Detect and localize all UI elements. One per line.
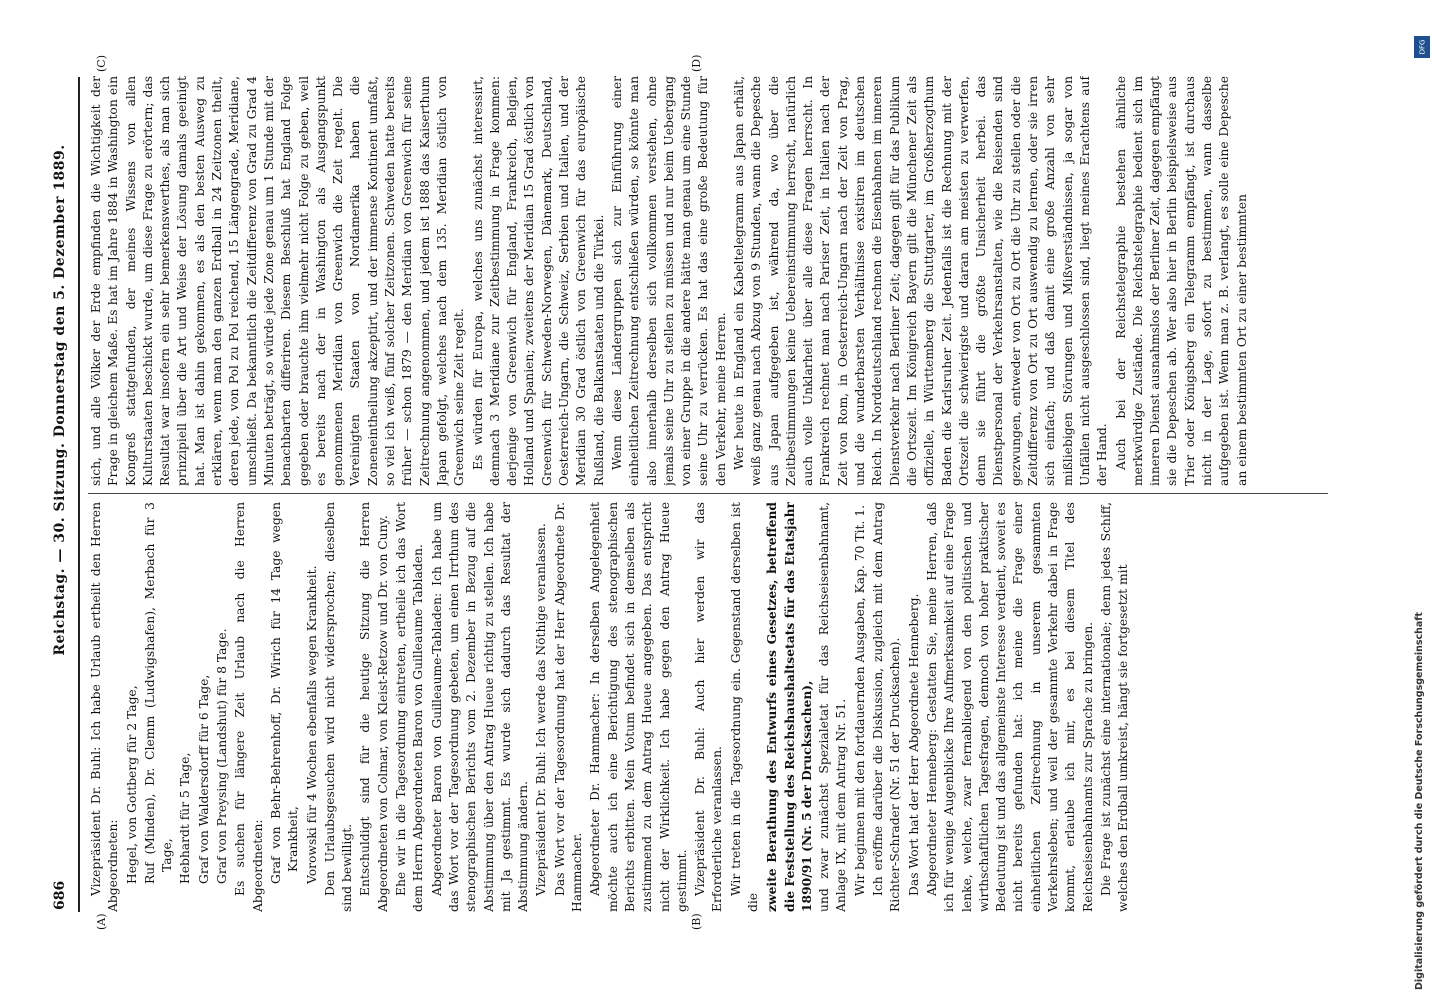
paragraph: Vizepräsident Dr. Buhl: Ich werde das Nöthige veranlassen.: [534, 523, 549, 896]
left-text-column: [88, 502, 1333, 912]
paragraph: Abgeordneter Baron von Guilleaume-Tabladen: Ich habe um das Wort vor der Tagesordnung gebeten, um einen Irrthum des stenographischen Berichts vom 2. Dezember in Bezug auf die Abstimmung über den Antrag Hueue richtig zu stellen. Ich habe mit Ja gestimmt. Es wurde sich dadurch das Resultat der Abstimmung ändern.: [429, 502, 531, 912]
paragraph: Es würden für Europa, welches uns zunächst interessirt, demnach 3 Meridiane zur Zeitbestimmung in Frage kommen: derjenige von Greenwich für England, Frankreich, Belgien, Holland und Spanien; zweitens der Meridian 15 Grad östlich von Greenwich für Schweden-Norwegen, Dänemark, Deutschland, Oesterreich-Ungarn, die Schweiz, Serbien und Italien, und der Meridian 30 Grad östlich von Greenwich für das europäische Rußland, die Balkanstaaten und die Türkei.: [470, 76, 606, 486]
header-rule: [78, 77, 80, 912]
paragraph: Hegel, von Gottberg für 2 Tage,: [124, 685, 139, 884]
paragraph: Graf von Waldersdorff für 6 Tage,: [196, 674, 211, 884]
right-text-column: [88, 76, 1333, 486]
paragraph: Ich eröffne darüber die Diskussion, zugleich mit dem Antrag Richter-Schrader (Nr. 51 der Drucksachen).: [871, 502, 903, 912]
paragraph: Die Frage ist zunächst eine internationale; denn jedes Schiff, welches den Erdball umkreist, hängt sie fortgesetzt mit: [1098, 502, 1131, 912]
paragraph: Den Urlaubsgesuchen wird nicht widersprochen; dieselben sind bewilligt.: [322, 502, 355, 912]
dfg-logo-text: DFG: [1418, 39, 1426, 55]
paragraph: Vizepräsident Dr. Buhl: Auch hier werden wir das Erforderliche veranlassen.: [693, 502, 725, 912]
margin-mark-b: (B): [690, 913, 703, 930]
paragraph: Ehe wir in die Tagesordnung eintreten, ertheile ich das Wort dem Herrn Abgeordneten Baron von Guilleaume Tabladen.: [394, 502, 426, 912]
paragraph: und zwar zunächst Spezialetat für das Reichseisenbahnamt, Anlage IX, mit dem Antrag Nr. 51.: [817, 502, 849, 912]
paragraph: Wir beginnen mit den fortdauernden Ausgaben, Kap. 70 Tit. 1.: [852, 504, 867, 896]
margin-mark-d: (D): [690, 54, 703, 72]
paragraph: sich, und alle Völker der Erde empfinden die Wichtigkeit der Frage in gleichem Maße. Es hat im Jahre 1884 in Washington ein Kongreß stattgefunden, der meines Wissens von allen Kulturstaaten beschickt wurde, um diese Frage zu erörtern; das Resultat war insofern ein sehr bemerkenswerthes, als man sich prinzipiell über die Art und Weise der Lösung damals geeinigt hat. Man ist dahin gekommen, es als den besten Ausweg zu erklären, wenn man den ganzen Erdball in 24 Zeitzonen theilt, deren jede, von Pol zu Pol reichend, 15 Längengrade, Meridiane, umschließt. Da bekanntlich die Zeitdifferenz von Grad zu Grad 4 Minuten beträgt, so würde jede Zone genau um 1 Stunde mit der benachbarten differiren. Diesem Beschluß hat England Folge gegeben oder brauchte ihm vielmehr nicht Folge zu geben, weil es bereits nach der in Washington als Ausgangspunkt genommenen Meridian von Greenwich die Zeit regelt. Die Vereinigten Staaten von Nordamerika haben die Zoneneintheilung akzeptirt, und der immense Kontinent umfaßt, so viel ich weiß, fünf solcher Zeitzonen. Schweden hatte bereits früher — schon 1879 — den Meridian von Greenwich für seine Zeitrechnung angenommen, und jedem ist 1888 das Kaiserthum Japan gefolgt, welches nach dem 135. Meridian östlich von Greenwich seine Zeit regelt.: [89, 76, 467, 486]
paragraph: Graf von Behr-Behrenhoff, Dr. Wirich für 14 Tage wegen Krankheit,: [268, 502, 301, 884]
paragraph: Es suchen für längere Zeit Urlaub nach die Herren Abgeordneten:: [233, 502, 265, 912]
agenda-item-heading: zweite Berathung des Entwurfs eines Gesetzes, betreffend die Feststellung des Reichshaushaltsetats für das Etatsjahr 1890/91 (Nr. 5 der Drucksachen),: [764, 502, 814, 912]
paragraph: Das Wort hat der Herr Abgeordnete Henneberg.: [906, 593, 921, 896]
digitization-credit: Digitalisierung gefördert durch die Deutsche Forschungsgemeinschaft: [1414, 612, 1425, 990]
paragraph: Wer heute in England ein Kabeltelegramm aus Japan erhält, weiß ganz genau nach Abzug von 9 Stunden, wann die Depesche aus Japan aufgegeben ist, während da, wo über die Zeitbestimmungen keine Uebereinstimmung herrscht, natürlich auch volle Unklarheit über alle diese Fragen herrscht. In Frankreich rechnet man nach Pariser Zeit, in Italien nach der Zeit von Rom, in Oesterreich-Ungarn nach der Zeit von Prag, und die wunderbarsten Verhältnisse existiren im deutschen Reich. In Norddeutschland rechnen die Eisenbahnen im inneren Dienstverkehr nach Berliner Zeit; dagegen gilt für das Publikum die Ortszeit. Im Königreich Bayern gilt die Münchener Zeit als offizielle, in Württemberg die Stuttgarter, im Großherzogthum Baden die Karlsruher Zeit. Jedenfalls ist die Rechnung mit der Ortszeit die schwierigste und daran am meisten zu verwerfen, denn sie führt die größte Unsicherheit herbei. das Dienstpersonal der Verkehrsanstalten, wie die Reisenden sind gezwungen, entweder von Ort zu Ort die Uhr zu stellen oder die Zeitdifferenz von Ort zu Ort auswendig zu lernen, oder sie irren sich einfach; und daß damit eine große Anzahl von sehr mißliebigen Störungen und Mißverständnissen, ja sogar von Unfällen nicht ausgeschlossen sind, liegt meines Erachtens auf der Hand.: [731, 76, 1110, 486]
paragraph: Abgeordneter Dr. Hammacher: In derselben Angelegenheit möchte auch ich eine Berichtigung des stenographischen Berichts erbitten. Mein Votum befindet sich in demselben als zustimmend zu dem Antrag Hueue angegeben. Das entspricht nicht der Wirklichkeit. Ich habe gegen den Antrag Hueue gestimmt.: [588, 502, 689, 912]
paragraph: Hebhardt für 5 Tage,: [178, 752, 193, 884]
paragraph: Auch bei der Reichstelegraphie bestehen ähnliche merkwürdige Zustände. Die Reichstelegraphie bedient sich im inneren Dienst ausnahmslos der Berliner Zeit, dagegen empfängt sie die Depeschen ab. Wer also hier in Berlin beispielsweise aus Trier oder Königsberg ein Telegramm empfängt, ist durchaus nicht in der Lage, sofort zu bestimmen, wann dasselbe aufgegeben ist. Wenn man z. B. verlangt, es solle eine Depesche an einem bestimmten Ort zu einer bestimmten: [1113, 76, 1249, 486]
page-number: 686: [52, 880, 68, 910]
paragraph: Entschuldigt sind für die heutige Sitzung die Herren Abgeordneten von Colmar, von Kleist-Retzow und Dr. von Cuny.: [358, 502, 390, 912]
paragraph: Das Wort vor der Tagesordnung hat der Herr Abgeordnete Dr. Hammacher.: [552, 502, 585, 912]
paragraph: Wir treten in die Tagesordnung ein. Gegenstand derselben ist die: [728, 502, 760, 912]
paragraph: Ruf (Minden), Dr. Clemm (Ludwigshafen), Merbach für 3 Tage,: [142, 502, 175, 884]
margin-mark-c: (C): [95, 55, 108, 72]
paragraph: Wenn diese Ländergruppen sich zur Einführung einer einheitlichen Zeitrechnung entschließen würden, so könnte man also innerhalb derselben sich vollkommen verstehen, ohne jemals seine Uhr zu stellen zu müssen und nur beim Uebergang von einer Gruppe in die andere hätte man genau um eine Stunde seine Uhr zu verrücken. Es hat das eine große Bedeutung für den Verkehr, meine Herren.: [609, 76, 728, 486]
margin-mark-a: (A): [95, 913, 108, 930]
paragraph: Abgeordneter Henneberg: Gestatten Sie, meine Herren, daß ich für wenige Augenblicke Ihre Aufmerksamkeit auf eine Frage lenke, welche, zwar fernabliegend von den politischen und wirthschaftlichen Tagesfragen, dennoch von hoher praktischer Bedeutung ist und das allgemeinste Interesse verdient, soweit es nicht bereits gefunden hat: ich meine die Frage einer einheitlichen Zeitrechnung in unserem gesammten Verkehrsleben; und weil der gesammte Verkehr dabei in Frage kommt, erlaube ich mir, es bei diesem Titel des Reichseisenbahnamts zur Sprache zu bringen.: [924, 502, 1095, 912]
page-running-title: Reichstag. — 30. Sitzung. Donnerstag den 5. Dezember 1889.: [52, 144, 68, 656]
paragraph: Vorowski für 4 Wochen ebenfalls wegen Krankheit.: [304, 565, 319, 884]
dfg-logo: [1414, 36, 1430, 58]
paragraph: Graf von Preysing (Landshut) für 8 Tage.: [215, 628, 230, 884]
paragraph: Vizepräsident Dr. Buhl: Ich habe Urlaub ertheilt den Herren Abgeordneten:: [89, 502, 121, 912]
column-divider: [88, 493, 1328, 494]
